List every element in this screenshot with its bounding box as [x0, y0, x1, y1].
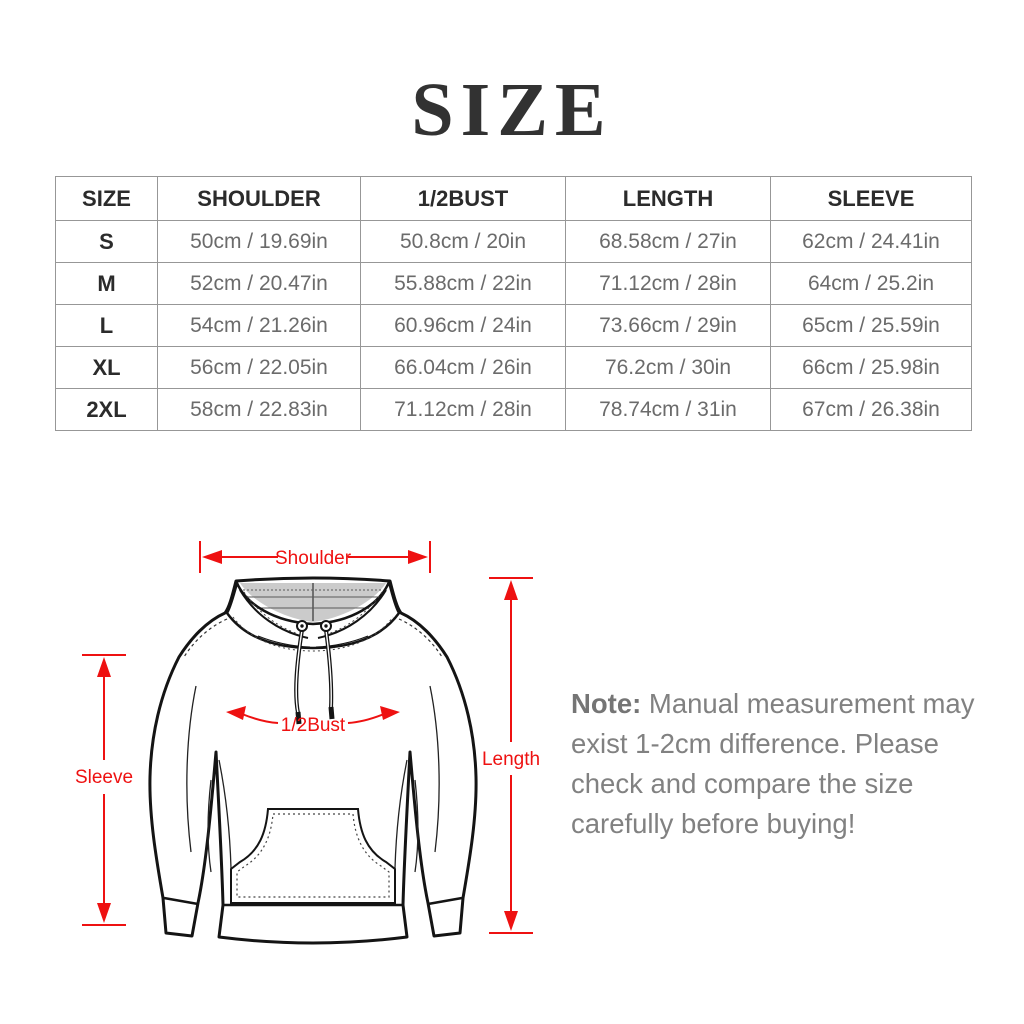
cell-size: XL: [56, 347, 158, 389]
sleeve-label: Sleeve: [74, 767, 134, 788]
cell-shoulder: 52cm / 20.47in: [158, 263, 361, 305]
cell-sleeve: 65cm / 25.59in: [771, 305, 972, 347]
note-body: Manual measurement may exist 1-2cm difference. Please check and compare the size carefully before buying!: [571, 688, 975, 839]
cell-bust: 60.96cm / 24in: [361, 305, 566, 347]
cell-size: S: [56, 221, 158, 263]
cell-bust: 55.88cm / 22in: [361, 263, 566, 305]
cell-sleeve: 64cm / 25.2in: [771, 263, 972, 305]
note-label: Note:: [571, 688, 642, 719]
cell-size: M: [56, 263, 158, 305]
length-label: Length: [481, 749, 541, 770]
cell-size: L: [56, 305, 158, 347]
sleeve-arrow: [82, 655, 126, 925]
cell-length: 71.12cm / 28in: [566, 263, 771, 305]
cell-size: 2XL: [56, 389, 158, 431]
header-shoulder: SHOULDER: [158, 177, 361, 221]
note-text: [571, 684, 975, 844]
cell-bust: 50.8cm / 20in: [361, 221, 566, 263]
cell-sleeve: 66cm / 25.98in: [771, 347, 972, 389]
table-row: [56, 305, 972, 347]
cell-shoulder: 56cm / 22.05in: [158, 347, 361, 389]
cell-length: 68.58cm / 27in: [566, 221, 771, 263]
table-header-row: [56, 177, 972, 221]
arrowhead-down: [504, 911, 518, 931]
table-row: [56, 347, 972, 389]
cell-bust: 66.04cm / 26in: [361, 347, 566, 389]
header-size: SIZE: [56, 177, 158, 221]
shoulder-label: Shoulder: [274, 548, 352, 569]
cell-shoulder: 50cm / 19.69in: [158, 221, 361, 263]
cell-length: 73.66cm / 29in: [566, 305, 771, 347]
arrowhead-up: [97, 657, 111, 677]
header-length: LENGTH: [566, 177, 771, 221]
cell-shoulder: 54cm / 21.26in: [158, 305, 361, 347]
arrowhead-right: [408, 550, 428, 564]
cell-sleeve: 67cm / 26.38in: [771, 389, 972, 431]
table-row: [56, 221, 972, 263]
header-sleeve: SLEEVE: [771, 177, 972, 221]
arrowhead-left: [202, 550, 222, 564]
cell-shoulder: 58cm / 22.83in: [158, 389, 361, 431]
table-row: [56, 389, 972, 431]
cell-sleeve: 62cm / 24.41in: [771, 221, 972, 263]
hoodie-measurement-diagram: [50, 530, 560, 980]
cell-length: 76.2cm / 30in: [566, 347, 771, 389]
bust-label: 1/2Bust: [280, 715, 346, 736]
cell-length: 78.74cm / 31in: [566, 389, 771, 431]
header-bust: 1/2BUST: [361, 177, 566, 221]
arrowhead-up: [504, 580, 518, 600]
page-title: SIZE: [411, 68, 613, 152]
arrowhead-down: [97, 903, 111, 923]
table-row: [56, 263, 972, 305]
size-chart-table: [55, 176, 972, 431]
cell-bust: 71.12cm / 28in: [361, 389, 566, 431]
